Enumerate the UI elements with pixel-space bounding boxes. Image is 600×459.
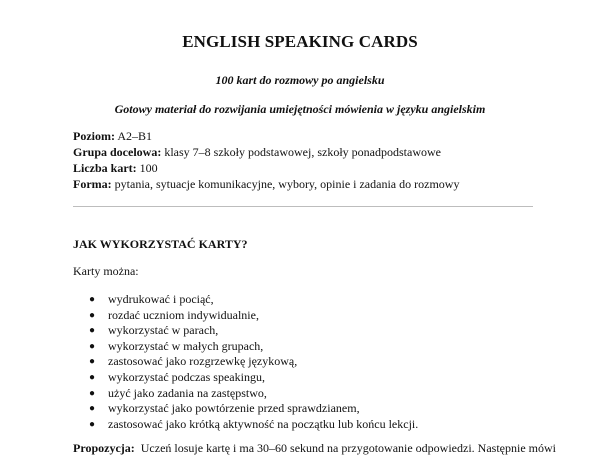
meta-format xyxy=(73,176,459,192)
proposal-paragraph xyxy=(73,441,556,456)
document-subtitle: 100 kart do rozmowy po angielsku xyxy=(215,73,385,87)
list-item-text: zastosować jako rozgrzewkę językową, xyxy=(108,354,298,369)
meta-card-count xyxy=(73,160,459,176)
bullet-icon: ● xyxy=(89,325,96,337)
bullet-icon: ● xyxy=(89,356,96,368)
bullet-icon: ● xyxy=(89,403,96,415)
list-item-text: wydrukować i pociąć, xyxy=(108,292,214,306)
list-item-text: wykorzystać jako powtórzenie przed sprawdzianem, xyxy=(108,401,360,416)
proposal-text: Uczeń losuje kartę i ma 30–60 sekund na przygotowanie odpowiedzi. Następnie mówi xyxy=(140,441,556,455)
bullet-icon: ● xyxy=(89,294,96,305)
section-heading: JAK WYKORZYSTAĆ KARTY? xyxy=(73,237,248,251)
horizontal-divider xyxy=(73,206,533,207)
meta-label: Grupa docelowa: xyxy=(73,145,162,159)
meta-label: Poziom: xyxy=(73,129,115,143)
bullet-icon: ● xyxy=(89,418,96,430)
bullet-icon: ● xyxy=(89,371,96,383)
bullet-icon: ● xyxy=(89,387,96,399)
list-item-text: rozdać uczniom indywidualnie, xyxy=(108,307,259,322)
meta-value: 100 xyxy=(139,161,158,175)
meta-audience xyxy=(73,144,459,160)
proposal-label: Propozycja: xyxy=(73,441,135,455)
meta-level xyxy=(73,128,459,144)
document-tagline: Gotowy materiał do rozwijania umiejętności mówienia w języku angielskim xyxy=(114,102,486,116)
list-item-text: wykorzystać podczas speakingu, xyxy=(108,369,265,384)
list-item-text: wykorzystać w małych grupach, xyxy=(108,338,264,353)
list-item-text: użyć jako zadania na zastępstwo, xyxy=(108,385,267,400)
meta-label: Forma: xyxy=(73,177,112,191)
meta-value: pytania, sytuacje komunikacyjne, wybory, opinie i zadania do rozmowy xyxy=(114,177,460,191)
intro-text: Karty można: xyxy=(73,264,139,278)
document-title: ENGLISH SPEAKING CARDS xyxy=(182,32,418,51)
meta-label: Liczba kart: xyxy=(73,161,137,175)
meta-value: A2–B1 xyxy=(117,129,152,143)
bullet-icon: ● xyxy=(89,309,96,321)
document-meta xyxy=(73,128,459,192)
list-item-text: zastosować jako krótką aktywność na początku lub końcu lekcji. xyxy=(108,416,419,431)
list-item-text: wykorzystać w parach, xyxy=(108,323,219,338)
meta-value: klasy 7–8 szkoły podstawowej, szkoły ponadpodstawowe xyxy=(164,145,441,159)
bullet-icon: ● xyxy=(89,340,96,352)
